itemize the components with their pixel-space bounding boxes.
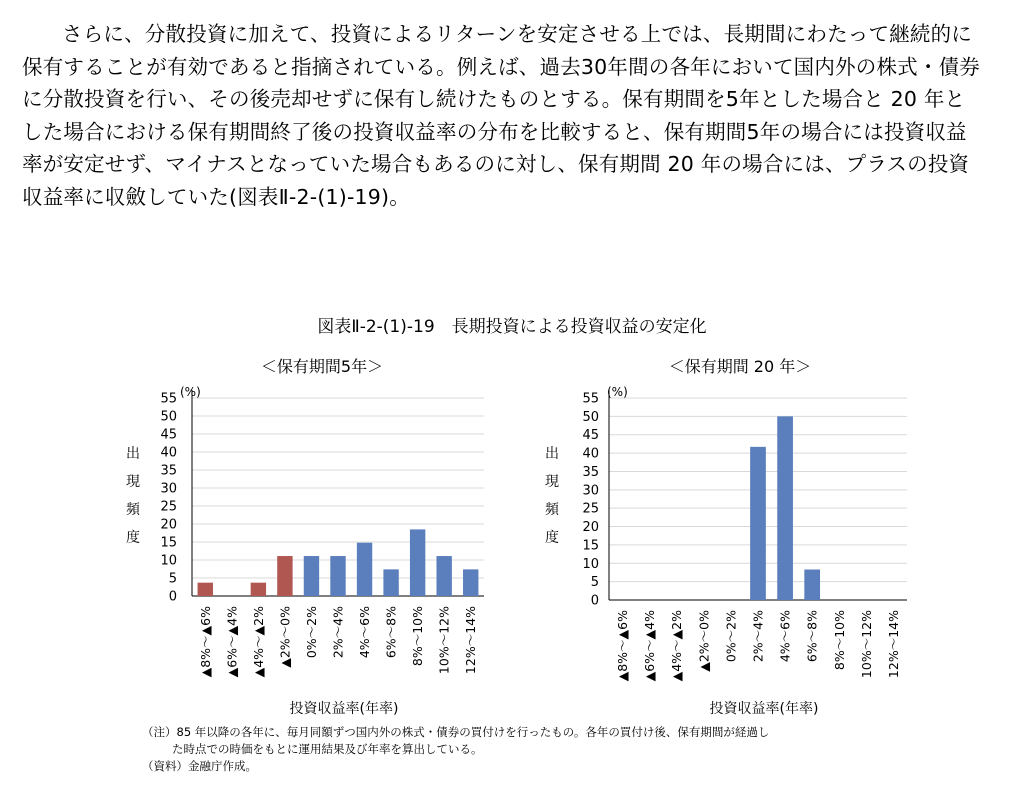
chart2-y-tick-label: 45 bbox=[582, 428, 599, 444]
chart1-y-tick-label: 0 bbox=[168, 589, 177, 605]
chart2-y-unit: (%) bbox=[607, 385, 628, 399]
chart1-y-tick-label: 40 bbox=[160, 445, 177, 461]
chart2-x-tick-label: 8%～10% bbox=[831, 610, 847, 671]
chart2-y-tick-label: 30 bbox=[582, 483, 599, 499]
chart1-y-tick-label: 55 bbox=[160, 391, 177, 407]
chart2-y-tick-label: 35 bbox=[582, 464, 599, 480]
chart1-y-tick-label: 35 bbox=[160, 463, 177, 479]
chart2-x-tick-label: ▲8%～▲6% bbox=[615, 610, 631, 682]
chart2-y-tick-label: 50 bbox=[582, 409, 599, 425]
chart1-bar bbox=[357, 543, 372, 596]
chart2-y-tick-label: 15 bbox=[582, 538, 599, 554]
chart1-title: ＜保有期間5年＞ bbox=[260, 357, 384, 376]
chart2-bar bbox=[750, 447, 766, 600]
chart2-bar bbox=[777, 416, 793, 600]
chart2-x-tick-label: ▲4%～▲2% bbox=[669, 610, 685, 682]
chart1-y-unit: (%) bbox=[180, 385, 201, 399]
chart2-x-tick-label: 0%～2% bbox=[723, 610, 739, 663]
chart1-bar bbox=[251, 583, 266, 596]
chart1-x-label: 投資収益率(年率) bbox=[289, 701, 399, 717]
chart2-y-tick-label: 20 bbox=[582, 520, 599, 536]
chart2-y-tick-label: 10 bbox=[582, 556, 599, 572]
chart2-y-label-char: 度 bbox=[545, 530, 559, 546]
figure-notes bbox=[142, 724, 912, 775]
chart1-y-tick-label: 25 bbox=[160, 499, 177, 515]
chart2-x-label: 投資収益率(年率) bbox=[709, 701, 819, 717]
chart1-y-tick-label: 45 bbox=[160, 427, 177, 443]
chart1-y-tick-label: 30 bbox=[160, 481, 177, 497]
chart2-x-tick-label: ▲2%～0% bbox=[696, 610, 712, 672]
chart2-y-tick-label: 55 bbox=[582, 391, 599, 407]
chart2-x-tick-label: 2%～4% bbox=[750, 610, 766, 663]
chart1-bar bbox=[383, 569, 398, 596]
chart2-y-tick-label: 5 bbox=[590, 575, 599, 591]
chart2-x-tick-label: 10%～12% bbox=[858, 610, 874, 679]
source-line: （資料）金融庁作成。 bbox=[142, 759, 257, 773]
chart2-y-tick-label: 25 bbox=[582, 501, 599, 517]
chart1-y-tick-label: 15 bbox=[160, 535, 177, 551]
chart2-y-tick-label: 0 bbox=[590, 593, 599, 609]
chart2-y-label-char: 現 bbox=[545, 474, 559, 490]
chart1-x-tick-label: ▲4%～▲2% bbox=[250, 606, 266, 678]
chart1-y-label-char: 頻 bbox=[126, 502, 140, 518]
figure-title: 図表Ⅱ-2-(1)-19 長期投資による投資収益の安定化 bbox=[317, 317, 707, 337]
chart1-y-label-char: 出 bbox=[126, 446, 140, 462]
chart1-y-tick-label: 5 bbox=[168, 571, 177, 587]
chart1-x-tick-label: 6%～8% bbox=[383, 606, 399, 659]
chart1-bar bbox=[410, 529, 425, 596]
chart1-bar bbox=[198, 583, 213, 596]
chart2-x-tick-label: 12%～14% bbox=[885, 610, 901, 679]
chart1-x-tick-label: ▲6%～▲4% bbox=[224, 606, 240, 678]
chart1-bar bbox=[330, 556, 345, 596]
chart1-x-tick-label: ▲8%～▲6% bbox=[197, 606, 213, 678]
chart2-y-label-char: 出 bbox=[545, 446, 559, 462]
chart1-x-tick-label: 2%～4% bbox=[330, 606, 346, 659]
chart2-x-tick-label: 4%～6% bbox=[777, 610, 793, 663]
chart1-x-tick-label: 4%～6% bbox=[357, 606, 373, 659]
chart2-y-tick-label: 40 bbox=[582, 446, 599, 462]
chart1-x-tick-label: 8%～10% bbox=[410, 606, 426, 667]
chart1-x-tick-label: 10%～12% bbox=[436, 606, 452, 675]
chart1-x-tick-label: 12%～14% bbox=[463, 606, 479, 675]
chart1-bar bbox=[436, 556, 451, 596]
chart2-x-tick-label: 6%～8% bbox=[804, 610, 820, 663]
chart1-bar bbox=[463, 569, 478, 596]
chart1-bar bbox=[277, 556, 292, 596]
chart2-title: ＜保有期間 20 年＞ bbox=[668, 357, 812, 376]
chart1-y-tick-label: 10 bbox=[160, 553, 177, 569]
chart1-x-tick-label: ▲2%～0% bbox=[277, 606, 293, 668]
body-paragraph: さらに、分散投資に加えて、投資によるリターンを安定させる上では、長期間にわたって継続的に保有することが有効であると指摘されている。例えば、過去30年間の各年において国内外の株式・債券に分散投資を行い、その後売却せずに保有し続けたものとする。保有期間を5年とした場合と 20 年とした場合における保有期間終了後の投資収益率の分布を比較すると、保有期間5年の場合には投資収益率が安定せず、マイナスとなっていた場合もあるのに対し、保有期間 20 年の場合には、プラスの投資収益率に収斂していた(図表Ⅱ-2-(1)-19)。 bbox=[22, 22, 980, 209]
chart1-y-tick-label: 50 bbox=[160, 409, 177, 425]
chart2-x-tick-label: ▲6%～▲4% bbox=[642, 610, 658, 682]
chart1-y-tick-label: 20 bbox=[160, 517, 177, 533]
chart2-bar bbox=[804, 570, 820, 600]
note-line-2: た時点での時価をもとに運用結果及び年率を算出している。 bbox=[172, 742, 483, 756]
note-line-1: （注）85 年以降の各年に、毎月同額ずつ国内外の株式・債券の買付けを行ったもの。各年の買付け後、保有期間が経過し bbox=[142, 725, 770, 739]
chart2-y-label-char: 頻 bbox=[545, 502, 559, 518]
chart1-x-tick-label: 0%～2% bbox=[303, 606, 319, 659]
chart1-y-label-char: 現 bbox=[126, 474, 140, 490]
chart1-y-label-char: 度 bbox=[126, 530, 140, 546]
chart1-bar bbox=[304, 556, 319, 596]
